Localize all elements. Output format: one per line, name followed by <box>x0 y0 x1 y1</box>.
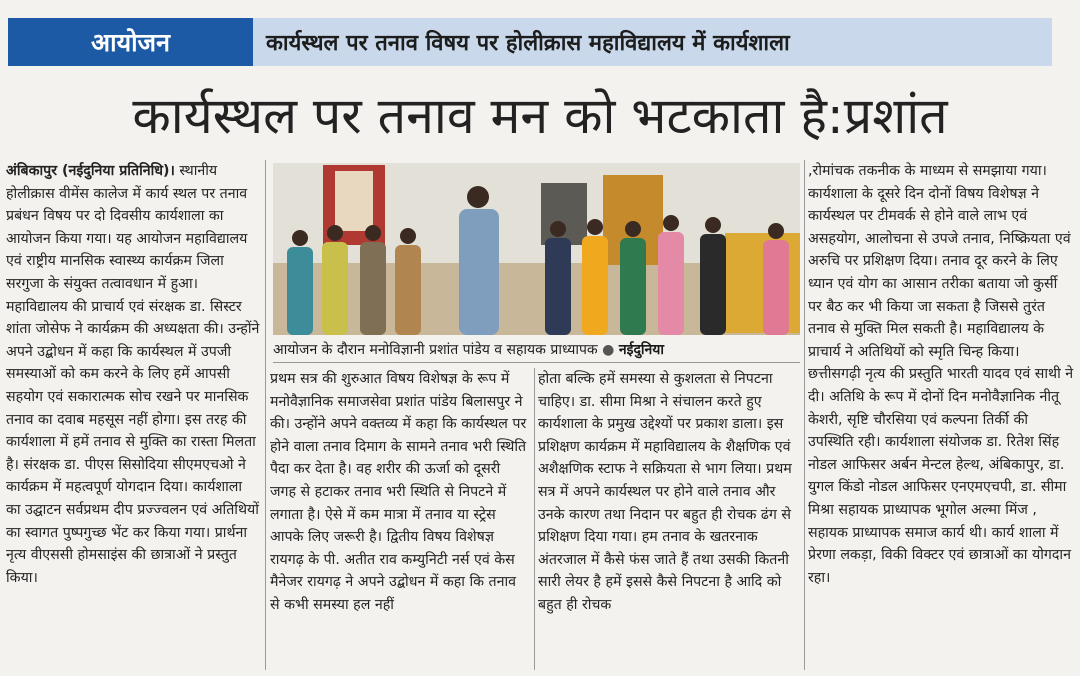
section-tag: आयोजन <box>8 18 253 66</box>
bullet-icon: ● <box>602 342 615 358</box>
article-column-1 <box>6 160 260 670</box>
column-divider <box>265 160 266 670</box>
headline: कार्यस्थल पर तनाव मन को भटकाता है:प्रशांत <box>132 87 948 145</box>
article-column-4 <box>808 160 1074 670</box>
column-divider <box>534 368 535 670</box>
event-photo <box>273 163 800 335</box>
article-column-3 <box>538 368 800 670</box>
dateline: अंबिकापुर (नईदुनिया प्रतिनिधि)। <box>6 163 175 179</box>
section-banner <box>8 18 1052 66</box>
column-4-text: ,रोमांचक तकनीक के माध्यम से समझाया गया। कार्यशाला के दूसरे दिन दोनों विषय विशेषज्ञ ने कार्यस्थल पर टीमवर्क से होने वाले लाभ एवं असहयोग, आलोचना से उपजे तनाव, निष्क्रियता एवं अरुचि पर प्रशिक्षण दिया। तनाव दूर करने के लिए ध्यान एवं योग का आसान तरीका बताया जो कुर्सी पर बैठ कर भी किया जा सकता है जिससे तुरंत तनाव से मुक्ति मिल सकती है। महाविद्यालय के प्राचार्य ने अतिथियों को स्मृति चिन्ह किया। छत्तीसगढ़ी नृत्य की प्रस्तुति भारती यादव एवं साथी ने दी। अतिथि के रूप में दोनों दिन मनोवैज्ञानिक नीतू केशरी, सृष्टि चौरसिया एवं कल्पना तिर्की की उपस्थिति रही। कार्यशाला संयोजक डा. रितेश सिंह नोडल आफिसर अर्बन मेन्टल हेल्थ, अंबिकापुर, डा. युगल किंडो नोडल आफिसर एनएमएचपी, डा. सीमा मिश्रा सहायक प्राध्यापक भूगोल अल्मा मिंज , सहायक प्राध्यापक समाज कार्य थी। कार्य शाला में प्रेरणा लकड़ा, विकी विक्टर एवं छात्राओं का योगदान रहा। <box>808 163 1074 586</box>
caption-source: नईदुनिया <box>618 342 665 358</box>
column-2-text: प्रथम सत्र की शुरुआत विषय विशेषज्ञ के रूप में मनोवैज्ञानिक समाजसेवा प्रशांत पांडेय बिलासपुर ने की। उन्होंने अपने वक्तव्य में कहा कि कार्यस्थल पर होने वाला तनाव दिमाग के सामने तनाव भरी स्थिति पैदा कर देता है। वह शरीर की ऊर्जा को दूसरी जगह से हटाकर तनाव भरी स्थिति से निपटने में लगाता है। ऐसे में कम मात्रा में तनाव या स्ट्रेस आपके लिए जरूरी है। द्वितीय विषय विशेषज्ञ रायगढ़ के पी. अतीत राव कम्युनिटी नर्स एवं केस मैनेजर रायगढ़ ने अपने उद्बोधन में कहा कि तनाव से कभी समस्या हल नहीं <box>270 371 527 613</box>
column-3-text: होता बल्कि हमें समस्या से कुशलता से निपटना चाहिए। डा. सीमा मिश्रा ने संचालन करते हुए कार्यशाला के प्रमुख उद्देश्यों पर प्रकाश डाला। इस प्रशिक्षण कार्यक्रम में महाविद्यालय के शैक्षणिक एवं अशैक्षणिक स्टाफ ने सक्रियता से भाग लिया। प्रथम सत्र में अपने कार्यस्थल पर होने वाले तनाव और उनके कारण तथा निदान पर बहुत ही रोचक ढंग से प्रशिक्षण दिया गया। हम तनाव के खतरनाक अंतरजाल में कैसे फंस जाते हैं तथा उसकी कितनी सारी लेयर है हमें इससे कैसे निपटना है आदि को बहुत ही रोचक <box>538 371 792 613</box>
photo-caption <box>273 338 800 363</box>
caption-text: आयोजन के दौरान मनोविज्ञानी प्रशांत पांडेय व सहायक प्राध्यापक <box>273 342 598 358</box>
column-1-text: स्थानीय होलीक्रास वीमेंस कालेज में कार्य स्थल पर तनाव प्रबंधन विषय पर दो दिवसीय कार्यशाला का आयोजन किया गया। यह आयोजन महाविद्यालय एवं राष्ट्रीय मानसिक स्वास्थ्य कार्यक्रम जिला सरगुजा के संयुक्त तत्वावधान में हुआ। महाविद्यालय की प्राचार्य एवं संरक्षक डा. सिस्टर शांता जोसेफ ने कार्यक्रम की अध्यक्षता की। उन्होंने अपने उद्बोधन में कहा कि कार्यस्थल में उपजी समस्याओं को कम करने के लिए हमें आपसी सहयोग एवं सकारात्मक सोच रखने पर मानसिक तनाव का दवाब महसूस नहीं होगा। इस तरह की कार्यशाला में हमें तनाव से मुक्ति का रास्ता मिलता है। संरक्षक डा. पीएस सिसोदिया सीएमएचओ ने कार्यक्रम में महत्वपूर्ण योगदान दिया। कार्यशाला का उद्घाटन सर्वप्रथम दीप प्रज्ज्वलन एवं अतिथियों का स्वागत पुष्पगुच्छ भेंट कर किया गया। प्रार्थना नृत्य वीएससी होमसाइंस की छात्राओं ने प्रस्तुत किया। <box>6 163 260 586</box>
article-column-2 <box>270 368 530 670</box>
subheadline: कार्यस्थल पर तनाव विषय पर होलीक्रास महाविद्यालय में कार्यशाला <box>266 31 790 56</box>
column-divider <box>804 160 805 670</box>
